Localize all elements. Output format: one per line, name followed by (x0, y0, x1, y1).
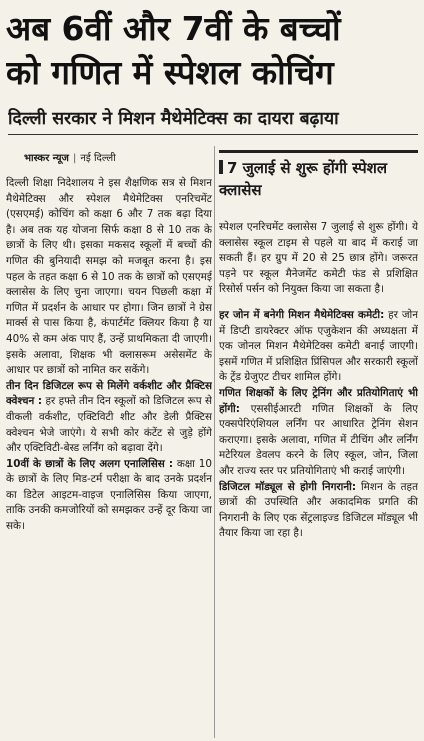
right-paragraph-3: मिशन के तहत छात्रों की उपस्थिति और अकादमिक प्रगति की निगरानी के लिए एक सेंट्रलाइज्ड डिजिटल मॉड्यूल भी तैयार किया जा रहा है। (219, 480, 418, 540)
box-title-text: 7 जुलाई से शुरू होंगी स्पेशल क्लासेस (219, 159, 387, 199)
right-subheading-2: गणित शिक्षकों के लिए ट्रेनिंग और प्रतियोगिताएं भी होंगी: (219, 386, 418, 415)
left-subheading-2: तीन दिन डिजिटल रूप से मिलेंगे वर्कशीट और प्रैक्टिस क्वेश्चन : (6, 379, 212, 408)
column-divider (214, 146, 215, 738)
left-paragraph-2: हर हफ्ते तीन दिन स्कूलों को डिजिटल रूप से वीकली वर्कशीट, एक्टिविटी शीट और डेली प्रैक्टिस क्वेश्चन भेजे जाएंगे। ये सभी कोर कंटेंट से जुड़े होंगे और एक्टिविटी-बेस्ड लर्निंग को बढ़ावा देंगे। (6, 395, 212, 455)
headline-line-1: अब 6वीं और 7वीं के बच्चों (6, 9, 341, 48)
right-paragraph-2: एससीईआरटी गणित शिक्षकों के लिए एक्सपेरिएंशियल लर्निंग पर आधारित ट्रेनिंग सेशन कराएगा। इसके अलावा, गणित में टीचिंग और लर्निंग मटेरियल डेवलप करने के लिए स्कूल, जोन, जिला और राज्य स्तर पर प्रतियोगिताएं भी कराई जाएंगी। (219, 402, 418, 477)
box-title-marker (219, 160, 223, 174)
box-body: स्पेशल एनरिचमेंट क्लासेस 7 जुलाई से शुरू होंगी। ये क्लासेस स्कूल टाइम से पहले या बाद में कराई जा सकती हैं। हर ग्रुप में 20 से 25 छात्र होंगे। जरूरत पड़ने पर स्कूल मैनेजमेंट कमेटी फंड से प्रशिक्षित रिसोर्स पर्सन को नियुक्त किया जा सकता है। (219, 221, 418, 296)
byline-agency: भास्कर न्यूज (24, 153, 69, 164)
right-column (219, 220, 418, 736)
subheadline: दिल्ली सरकार ने मिशन मैथेमेटिक्स का दायरा बढ़ाया (8, 104, 418, 135)
left-subheading-3: 10वीं के छात्रों के लिए अलग एनालिसिस : (6, 457, 174, 470)
box-title (219, 150, 418, 201)
right-subheading-3: डिजिटल मॉड्यूल से होगी निगरानी: (219, 480, 356, 493)
byline-location: नई दिल्ली (80, 153, 116, 164)
right-subheading-1: हर जोन में बनेगी मिशन मैथेमेटिक्स कमेटी: (219, 308, 385, 321)
left-paragraph-1: दिल्ली शिक्षा निदेशालय ने इस शैक्षणिक सत्र से मिशन मैथेमेटिक्स और स्पेशल मैथेमेटिक्स एनरिचमेंट (एसएमई) कोचिंग को कक्षा 6 और 7 तक बढ़ा दिया है। अब तक यह योजना सिर्फ कक्षा 8 से 10 तक के छात्रों के लिए थी। इसका मकसद स्कूलों में बच्चों की गणित की बुनियादी समझ को मजबूत करना है। इस पहल के तहत कक्षा 6 से 10 तक के छात्रों को एसएमई क्लासेस के लिए चुना जाएगा। चयन पिछली कक्षा में गणित में प्रदर्शन के आधार पर होगा। जिन छात्रों ने ग्रेस मार्क्स से पास किया है, कंपार्टमेंट क्लियर किया है या 40% से कम अंक पाए हैं, उन्हें प्राथमिकता दी जाएगी। इसके अलावा, शिक्षक भी क्लासरूम असेसमेंट के आधार पर छात्रों को नामित कर सकेंगे। (6, 177, 212, 377)
section-gap (219, 298, 418, 308)
left-column (6, 176, 212, 736)
right-paragraph-1: हर जोन में डिप्टी डायरेक्टर ऑफ एजुकेशन की अध्यक्षता में एक जोनल मिशन मैथेमेटिक्स कमेटी बनाई जाएगी। इसमें गणित में प्रशिक्षित प्रिंसिपल और सरकारी स्कूलों के ट्रेंड ग्रेजुएट टीचर शामिल होंगे। (219, 308, 418, 384)
left-paragraph-3: कक्षा 10 के छात्रों के लिए मिड-टर्म परीक्षा के बाद उनके प्रदर्शन का डिटेल आइटम-वाइज एनालिसिस किया जाएगा, ताकि उनकी कमजोरियों को समझकर उन्हें दूर किया जा सके। (6, 457, 212, 533)
headline-line-2: को गणित में स्पेशल कोचिंग (6, 53, 334, 92)
byline: भास्कर न्यूज | नई दिल्ली (24, 153, 116, 164)
